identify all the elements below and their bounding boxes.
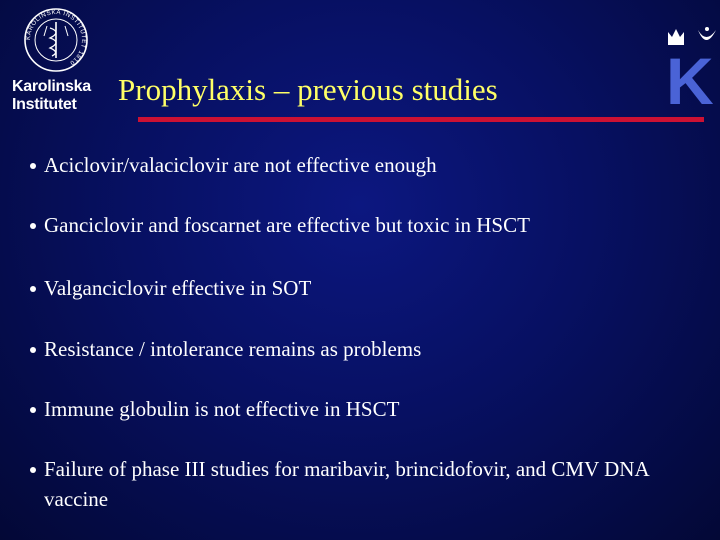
bullet-dot-icon [30,467,36,473]
title-underline [138,117,704,122]
bullet-text: Valganciclovir effective in SOT [44,276,312,300]
karolinska-logo [8,6,104,114]
bullet-dot-icon [30,163,36,169]
seal-icon [22,6,90,74]
bullet-text: Ganciclovir and foscarnet are effective but toxic in HSCT [44,213,530,237]
bullet-dot-icon [30,223,36,229]
bullet-dot-icon [30,286,36,292]
slide-title: Prophylaxis – previous studies [118,72,498,107]
logo-name-line1: Karolinska [12,78,91,95]
bullet-dot-icon [30,347,36,353]
ki-k-mark-icon [662,24,720,108]
bullet-dot-icon [30,407,36,413]
bullet-text: Resistance / intolerance remains as problems [44,337,422,361]
bullet-text: Immune globulin is not effective in HSCT [44,397,400,421]
bullet-text: Failure of phase III studies for maribavir, brincidofovir, and CMV DNA vaccine [44,457,649,511]
crescent-icon [698,27,716,40]
logo-name-line2: Institutet [12,96,77,113]
crown-icon [668,29,684,45]
k-letter: K [666,44,714,108]
seal-text: KAROLINSKA INSTITUTET 1810 [24,8,88,67]
bullet-text: Aciclovir/valaciclovir are not effective enough [44,153,437,177]
